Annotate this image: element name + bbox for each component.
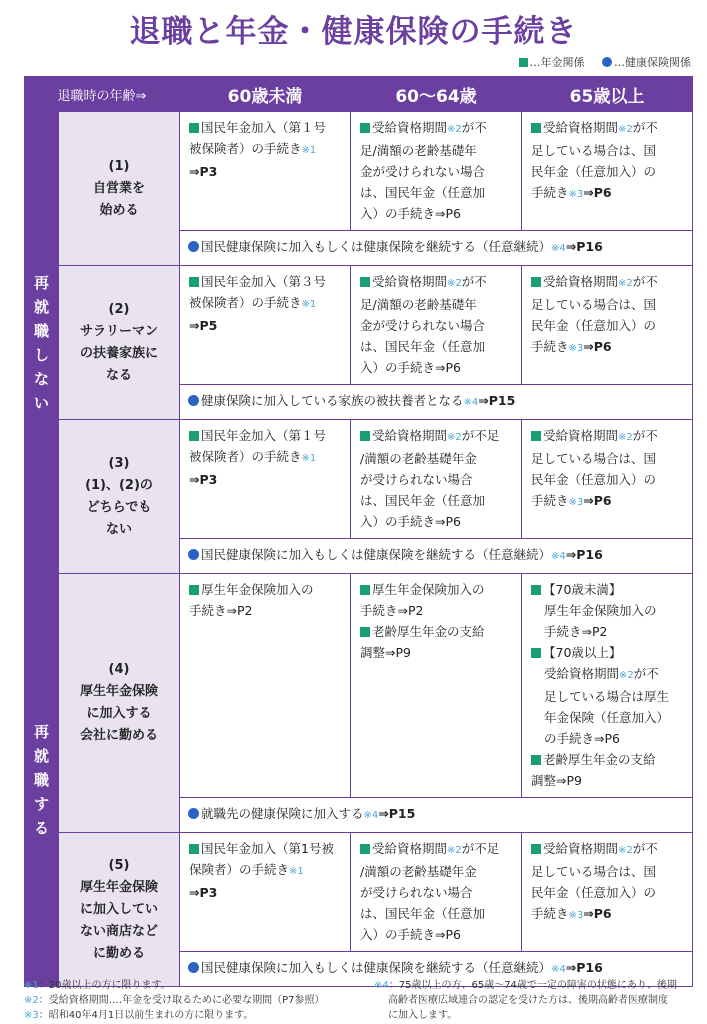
situation-3: (3) (1)、(2)の どちらでも ない: [59, 420, 180, 574]
green-square-icon: [360, 277, 370, 287]
health-cell: 国民健康保険に加入もしくは健康保険を継続する（任意継続）※4⇒P16: [180, 952, 693, 987]
footnote-2: ※2：受給資格期間‥‥年金を受け取るために必要な期間（P7参照）: [24, 995, 325, 1006]
green-square-icon: [531, 123, 541, 133]
green-square-icon: [360, 585, 370, 595]
col-header-60-64: 60〜64歳: [351, 77, 522, 112]
pension-cell: 受給資格期間※2が不足 /満額の老齢基礎年金 が受けられない場合 は、国民年金（任意加 入）の手続き⇒P6: [351, 833, 522, 952]
green-square-icon: [189, 277, 199, 287]
green-square-icon: [360, 844, 370, 854]
pension-cell: 国民年金加入（第１号 被保険者）の手続き※1 ⇒P3: [180, 420, 351, 539]
pension-cell: 国民年金加入（第１号 被保険者）の手続き※1 ⇒P3: [180, 112, 351, 231]
green-square-icon: [531, 585, 541, 595]
green-square-icon: [189, 844, 199, 854]
pension-cell: 受給資格期間※2が不 足している場合は、国 民年金（任意加入）の 手続き※3⇒P6: [522, 112, 693, 231]
age-label: 退職時の年齢⇒: [25, 77, 180, 112]
table-row: [25, 833, 693, 952]
situation-1: (1) 自営業を 始める: [59, 112, 180, 266]
table-row: [25, 574, 693, 798]
table-row: [25, 112, 693, 231]
health-cell: 国民健康保険に加入もしくは健康保険を継続する（任意継続）※4⇒P16: [180, 231, 693, 266]
situation-2: (2) サラリーマン の扶養家族に なる: [59, 266, 180, 420]
blue-circle-icon: [188, 549, 199, 560]
blue-circle-icon: [188, 395, 199, 406]
legend-pension: …年金関係: [529, 56, 585, 69]
table-row: [25, 420, 693, 539]
pension-cell: 国民年金加入（第1号被 保険者）の手続き※1 ⇒P3: [180, 833, 351, 952]
blue-circle-icon: [188, 808, 199, 819]
green-square-icon: [189, 431, 199, 441]
footnote-1: ※1：20歳以上の方に限ります。: [24, 980, 171, 991]
legend: [519, 54, 692, 70]
group-reemploy: 再 就 職 す る: [25, 574, 59, 987]
green-square-icon: [360, 123, 370, 133]
pension-cell: 受給資格期間※2が不 足している場合は、国 民年金（任意加入）の 手続き※3⇒P6: [522, 420, 693, 539]
blue-circle-icon: [188, 962, 199, 973]
col-header-65plus: 65歳以上: [522, 77, 693, 112]
procedures-table: [24, 76, 693, 987]
footnote-4: ※4：75歳以上の方、65歳〜74歳で一定の障害の状態にあり、後期 高齢者医療広域連合の認定を受けた方は、後期高齢者医療制度 に加入します。: [374, 980, 677, 1021]
green-square-icon: [531, 431, 541, 441]
group-no-reemploy: 再 就 職 し な い: [25, 112, 59, 574]
header-row: [25, 77, 693, 112]
pension-cell: 厚生年金保険加入の 手続き⇒P2: [180, 574, 351, 798]
pension-cell: 受給資格期間※2が不足 /満額の老齢基礎年金 が受けられない場合 は、国民年金（任意加 入）の手続き⇒P6: [351, 420, 522, 539]
pension-cell: 受給資格期間※2が不 足している場合は、国 民年金（任意加入）の 手続き※3⇒P6: [522, 833, 693, 952]
pension-cell: 受給資格期間※2が不 足/満額の老齢基礎年 金が受けられない場合 は、国民年金（任意加 入）の手続き⇒P6: [351, 266, 522, 385]
green-square-icon: [189, 123, 199, 133]
pension-cell: 【70歳未満】 厚生年金保険加入の 手続き⇒P2 【70歳以上】 受給資格期間※2が不 足している場合は厚生 年金保険（任意加入） の手続き⇒P6 老齢厚生年金の支給 調整⇒P9: [522, 574, 693, 798]
blue-circle-icon: [188, 241, 199, 252]
green-square-icon: [519, 58, 528, 67]
health-cell: 就職先の健康保険に加入する※4⇒P15: [180, 798, 693, 833]
green-square-icon: [531, 648, 541, 658]
pension-cell: 国民年金加入（第３号 被保険者）の手続き※1 ⇒P5: [180, 266, 351, 385]
green-square-icon: [531, 755, 541, 765]
pension-cell: 受給資格期間※2が不 足/満額の老齢基礎年 金が受けられない場合 は、国民年金（任意加 入）の手続き⇒P6: [351, 112, 522, 231]
page-title: 退職と年金・健康保険の手続き: [129, 14, 578, 50]
situation-4: (4) 厚生年金保険 に加入する 会社に勤める: [59, 574, 180, 833]
col-header-under60: 60歳未満: [180, 77, 351, 112]
table-row: [25, 266, 693, 385]
green-square-icon: [360, 431, 370, 441]
blue-circle-icon: [602, 57, 612, 67]
green-square-icon: [189, 585, 199, 595]
health-cell: 国民健康保険に加入もしくは健康保険を継続する（任意継続）※4⇒P16: [180, 539, 693, 574]
pension-cell: 厚生年金保険加入の 手続き⇒P2 老齢厚生年金の支給 調整⇒P9: [351, 574, 522, 798]
legend-health: …健康保険関係: [614, 56, 691, 69]
health-cell: 健康保険に加入している家族の被扶養者となる※4⇒P15: [180, 385, 693, 420]
green-square-icon: [360, 627, 370, 637]
situation-5: (5) 厚生年金保険 に加入してい ない商店など に勤める: [59, 833, 180, 987]
green-square-icon: [531, 277, 541, 287]
footnote-3: ※3：昭和40年4月1日以前生まれの方に限ります。: [24, 1010, 254, 1021]
pension-cell: 受給資格期間※2が不 足している場合は、国 民年金（任意加入）の 手続き※3⇒P6: [522, 266, 693, 385]
green-square-icon: [531, 844, 541, 854]
